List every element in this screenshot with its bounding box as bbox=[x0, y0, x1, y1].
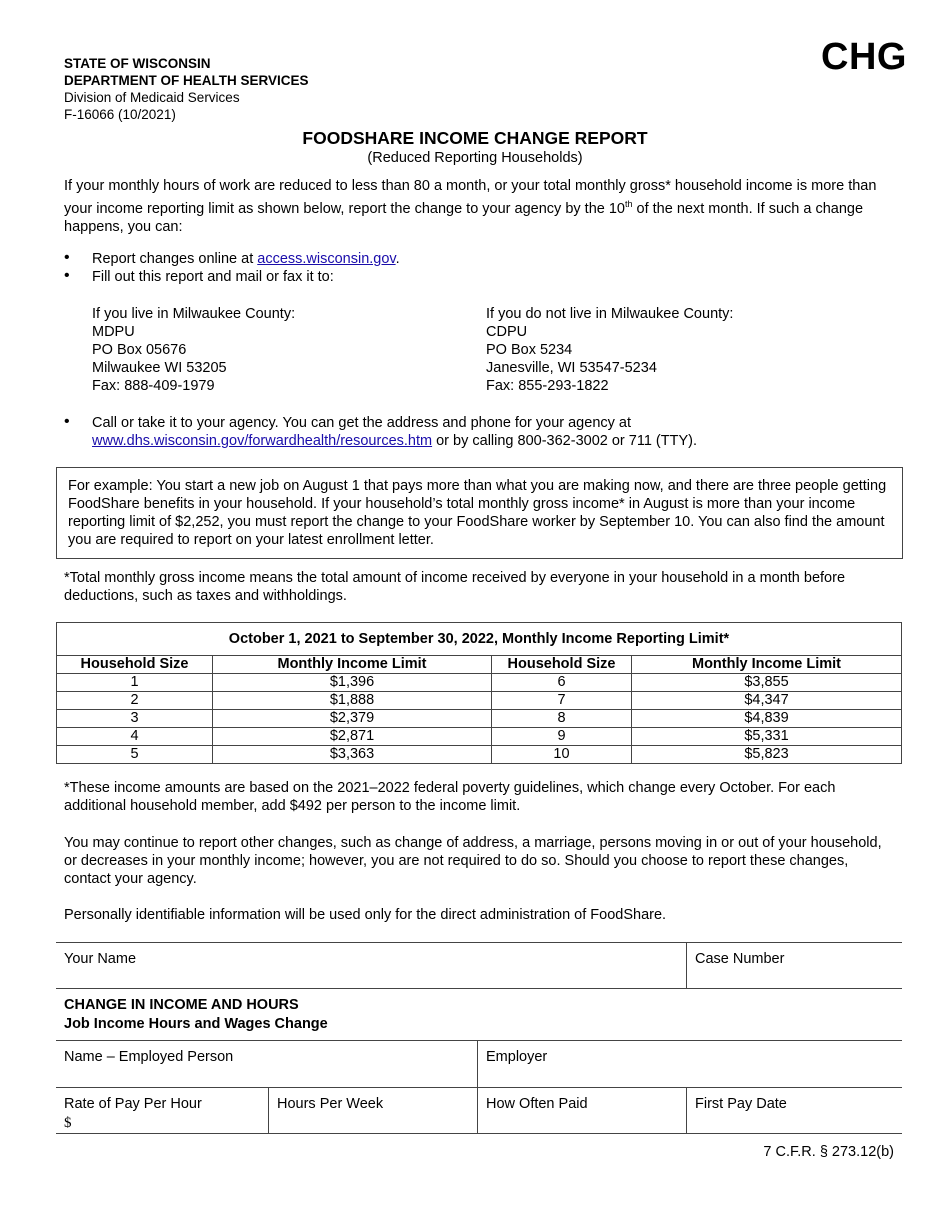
first-pay-date-field[interactable] bbox=[686, 1088, 902, 1133]
other-changes-paragraph: You may continue to report other changes, such as change of address, a marriage, persons moving in or out of your household, or decreases in your monthly income; however, you are not required to do so. Should you choose to report these changes, contact your agency. bbox=[64, 835, 882, 887]
table-cell: $4,839 bbox=[632, 710, 902, 728]
table-cell: $2,379 bbox=[213, 710, 492, 728]
table-cell: $5,823 bbox=[632, 746, 902, 764]
address-line: PO Box 5234 bbox=[486, 342, 573, 358]
income-limit-table bbox=[56, 622, 902, 764]
table-caption: October 1, 2021 to September 30, 2022, Monthly Income Reporting Limit* bbox=[57, 623, 902, 656]
bullet-icon: • bbox=[64, 267, 70, 284]
department-name: DEPARTMENT OF HEALTH SERVICES bbox=[64, 73, 309, 88]
intro-paragraph bbox=[64, 177, 894, 236]
table-cell: 2 bbox=[57, 692, 213, 710]
table-row bbox=[57, 728, 902, 746]
access-wisconsin-link[interactable]: access.wisconsin.gov bbox=[257, 251, 396, 267]
table-cell: $3,855 bbox=[632, 674, 902, 692]
privacy-note: Personally identifiable information will be used only for the direct administration of FoodShare. bbox=[64, 907, 667, 923]
intro-text-after: of the next month. If such a change happens, you can: bbox=[64, 200, 864, 235]
how-often-paid-field[interactable] bbox=[477, 1088, 686, 1133]
address-line: PO Box 05676 bbox=[92, 342, 187, 358]
case-number-label: Case Number bbox=[695, 951, 785, 967]
first-pay-date-label: First Pay Date bbox=[695, 1096, 787, 1112]
dollar-sign: $ bbox=[64, 1115, 72, 1131]
section-heading bbox=[64, 996, 328, 1034]
your-name-label: Your Name bbox=[64, 951, 137, 967]
bullet-icon: • bbox=[64, 413, 70, 430]
table-cell: 9 bbox=[492, 728, 632, 746]
gross-income-note: *Total monthly gross income means the total amount of income received by everyone in your household in a month before deductions, such as taxes and withholdings. bbox=[64, 570, 846, 604]
bullet-icon: • bbox=[64, 249, 70, 266]
column-header: Household Size bbox=[492, 656, 632, 674]
section-title: CHANGE IN INCOME AND HOURS bbox=[64, 997, 299, 1013]
table-cell: $1,888 bbox=[213, 692, 492, 710]
employed-person-label: Name – Employed Person bbox=[64, 1049, 234, 1065]
table-cell: 1 bbox=[57, 674, 213, 692]
form-number: F-16066 (10/2021) bbox=[64, 107, 176, 122]
table-row bbox=[57, 674, 902, 692]
column-header: Household Size bbox=[57, 656, 213, 674]
table-cell: $5,331 bbox=[632, 728, 902, 746]
table-cell: 4 bbox=[57, 728, 213, 746]
table-cell: 5 bbox=[57, 746, 213, 764]
employed-person-field[interactable] bbox=[56, 1041, 477, 1087]
table-row bbox=[57, 746, 902, 764]
page-subtitle: (Reduced Reporting Households) bbox=[367, 150, 583, 166]
rate-of-pay-field[interactable] bbox=[56, 1088, 268, 1133]
bullet-mail: Fill out this report and mail or fax it to: bbox=[92, 269, 334, 285]
case-number-field[interactable] bbox=[686, 943, 902, 988]
address-line: Fax: 888-409-1979 bbox=[92, 378, 215, 394]
bullet-online bbox=[92, 250, 400, 268]
address-line: Fax: 855-293-1822 bbox=[486, 378, 609, 394]
hours-per-week-label: Hours Per Week bbox=[277, 1096, 384, 1112]
state-name: STATE OF WISCONSIN bbox=[64, 56, 211, 71]
call-suffix: or by calling 800-362-3002 or 711 (TTY). bbox=[432, 433, 697, 449]
address-line: If you live in Milwaukee County: bbox=[92, 306, 296, 322]
agency-header bbox=[64, 55, 309, 123]
table-cell: 6 bbox=[492, 674, 632, 692]
employer-field[interactable] bbox=[477, 1041, 902, 1087]
employment-row-2 bbox=[56, 1087, 902, 1134]
division-name: Division of Medicaid Services bbox=[64, 90, 240, 105]
address-line: MDPU bbox=[92, 324, 135, 340]
table-cell: 3 bbox=[57, 710, 213, 728]
table-cell: $1,396 bbox=[213, 674, 492, 692]
table-row bbox=[57, 710, 902, 728]
online-prefix: Report changes online at bbox=[92, 251, 258, 267]
table-cell: $4,347 bbox=[632, 692, 902, 710]
how-often-paid-label: How Often Paid bbox=[486, 1096, 588, 1112]
column-header: Monthly Income Limit bbox=[632, 656, 902, 674]
table-cell: 10 bbox=[492, 746, 632, 764]
bullet-call bbox=[92, 414, 902, 450]
column-header: Monthly Income Limit bbox=[213, 656, 492, 674]
table-cell: $2,871 bbox=[213, 728, 492, 746]
rate-of-pay-label: Rate of Pay Per Hour bbox=[64, 1096, 202, 1112]
your-name-field[interactable] bbox=[56, 943, 686, 988]
table-cell: $3,363 bbox=[213, 746, 492, 764]
address-line: Milwaukee WI 53205 bbox=[92, 360, 227, 376]
form-code: CHG bbox=[821, 36, 907, 78]
online-suffix: . bbox=[395, 251, 400, 267]
table-row bbox=[57, 692, 902, 710]
employment-row-1 bbox=[56, 1040, 902, 1087]
call-text: Call or take it to your agency. You can get the address and phone for your agency at bbox=[92, 415, 631, 431]
address-line: If you do not live in Milwaukee County: bbox=[486, 306, 734, 322]
intro-superscript: th bbox=[624, 199, 633, 209]
page-title: FOODSHARE INCOME CHANGE REPORT bbox=[302, 128, 648, 148]
other-county-address bbox=[486, 305, 733, 395]
table-cell: 7 bbox=[492, 692, 632, 710]
address-line: CDPU bbox=[486, 324, 528, 340]
name-case-row bbox=[56, 942, 902, 989]
intro-text-before: If your monthly hours of work are reduced to less than 80 a month, or your total monthly gross* household income is more than your income reporting limit as shown below, report the change to your agency by the 10 bbox=[64, 178, 877, 217]
employer-label: Employer bbox=[486, 1049, 548, 1065]
regulation-citation: 7 C.F.R. § 273.12(b) bbox=[763, 1144, 894, 1160]
milwaukee-address bbox=[92, 305, 295, 395]
resources-link[interactable]: www.dhs.wisconsin.gov/forwardhealth/resources.htm bbox=[92, 433, 433, 449]
poverty-guidelines-note: *These income amounts are based on the 2021–2022 federal poverty guidelines, which change every October. For each additional household member, add $492 per person to the income limit. bbox=[64, 780, 836, 814]
section-subtitle: Job Income Hours and Wages Change bbox=[64, 1016, 328, 1032]
example-box: For example: You start a new job on August 1 that pays more than what you are making now, and there are three people getting FoodShare benefits in your household. If your household’s total monthly gross income* in August is more than your income reporting limit of $2,252, you must report the change to your FoodShare worker by September 10. You can also find the amount you are required to report on your latest enrollment letter. bbox=[56, 467, 903, 559]
table-cell: 8 bbox=[492, 710, 632, 728]
address-line: Janesville, WI 53547-5234 bbox=[486, 360, 657, 376]
hours-per-week-field[interactable] bbox=[268, 1088, 477, 1133]
